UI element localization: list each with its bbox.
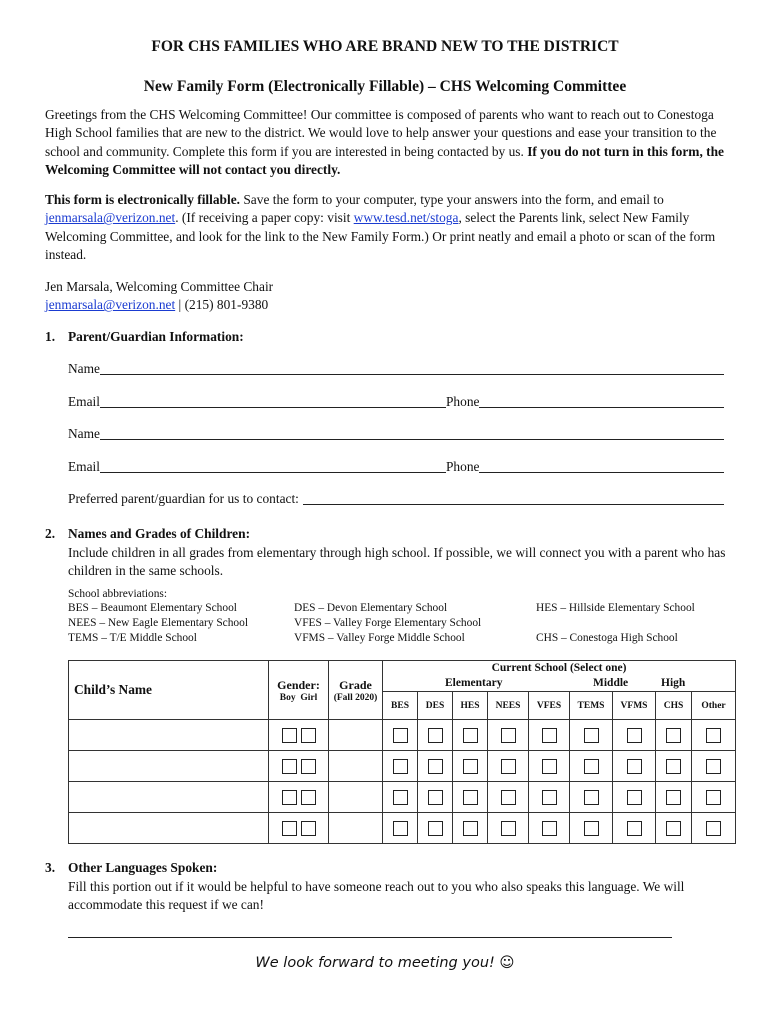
gender-label: Gender:	[277, 677, 320, 692]
gender-cell	[269, 751, 329, 782]
hes-checkbox[interactable]	[463, 821, 478, 836]
section-2-heading	[45, 526, 250, 542]
vfms-checkbox[interactable]	[627, 790, 642, 805]
intro-paragraph	[45, 106, 735, 179]
closing-message: We look forward to meeting you! ☺	[255, 955, 515, 971]
tems-checkbox[interactable]	[584, 728, 599, 743]
vfms-checkbox[interactable]	[627, 728, 642, 743]
section-3-description: Fill this portion out if it would be helpful to have someone reach out to you who also speaks this language. We will accommodate this request if we can!	[68, 879, 685, 913]
gender-header	[269, 661, 329, 720]
child-name-field[interactable]	[69, 720, 269, 751]
school-vfes-header: VFES	[529, 692, 570, 720]
vfms-checkbox[interactable]	[627, 759, 642, 774]
boy-label: Boy	[279, 692, 296, 703]
chs-checkbox[interactable]	[666, 790, 681, 805]
parent2-name-row	[68, 424, 724, 442]
instructions-paragraph	[45, 191, 735, 264]
hes-checkbox[interactable]	[463, 790, 478, 805]
chs-checkbox[interactable]	[666, 728, 681, 743]
section-2-description: Include children in all grades from elementary through high school. If possible, we will connect you with a parent who has children in the same schools.	[68, 545, 726, 579]
des-checkbox[interactable]	[428, 821, 443, 836]
child-name-field[interactable]	[69, 782, 269, 813]
other-checkbox[interactable]	[706, 821, 721, 836]
gender-cell	[269, 720, 329, 751]
parent1-name-field[interactable]	[100, 361, 724, 375]
girl-checkbox[interactable]	[301, 759, 316, 774]
instructions-text-3: , select the Parents link, select New Family Welcoming Committee, and look for the link to the New Family Form.) Or print neatly and email a photo or scan of the form instead.	[45, 210, 716, 262]
school-other-header: Other	[692, 692, 736, 720]
parent1-contact-row	[68, 392, 724, 410]
preferred-label: Preferred parent/guardian for us to contact:	[68, 491, 299, 506]
grade-label: Grade	[339, 677, 372, 692]
school-tems-header: TEMS	[570, 692, 613, 720]
section-title: Names and Grades of Children:	[68, 526, 251, 541]
vfes-checkbox[interactable]	[542, 790, 557, 805]
email-label: Email	[68, 394, 100, 409]
bes-checkbox[interactable]	[393, 728, 408, 743]
parent2-email-field[interactable]	[100, 459, 446, 473]
parent1-name-row	[68, 359, 724, 377]
intro-warning: If you do not turn in this form, the Welcoming Committee will not contact you directly.	[45, 143, 724, 177]
section-title: Other Languages Spoken:	[68, 860, 218, 875]
hes-checkbox[interactable]	[463, 728, 478, 743]
boy-checkbox[interactable]	[282, 821, 297, 836]
parent2-name-field[interactable]	[100, 426, 724, 440]
instructions-text: Save the form to your computer, type your answers into the form, and email to	[240, 192, 664, 207]
girl-label: Girl	[300, 692, 318, 703]
vfes-checkbox[interactable]	[542, 821, 557, 836]
nees-checkbox[interactable]	[501, 759, 516, 774]
tems-checkbox[interactable]	[584, 759, 599, 774]
nees-checkbox[interactable]	[501, 728, 516, 743]
preferred-contact-field[interactable]	[303, 491, 724, 505]
email-link[interactable]: jenmarsala@verizon.net	[45, 210, 176, 226]
high-label: High	[661, 677, 686, 689]
children-table	[68, 660, 736, 844]
child-name-header: Child’s Name	[69, 661, 269, 720]
chair-email-link[interactable]: jenmarsala@verizon.net	[45, 297, 176, 313]
chair-contact	[45, 278, 735, 315]
nees-checkbox[interactable]	[501, 790, 516, 805]
child-row	[69, 782, 736, 813]
child-row	[69, 813, 736, 844]
phone-label: Phone	[445, 459, 480, 474]
child-row	[69, 751, 736, 782]
chair-phone: | (215) 801-9380	[175, 297, 269, 313]
language-field[interactable]	[68, 937, 672, 938]
grade-header	[329, 661, 383, 720]
abbr-vfms: VFMS – Valley Forge Middle School	[294, 632, 465, 644]
grade-field[interactable]	[329, 782, 383, 813]
vfms-checkbox[interactable]	[627, 821, 642, 836]
grade-field[interactable]	[329, 751, 383, 782]
grade-sublabel: (Fall 2020)	[333, 692, 378, 703]
school-hes-header: HES	[453, 692, 488, 720]
school-des-header: DES	[418, 692, 453, 720]
abbr-title: School abbreviations:	[68, 588, 168, 600]
section-number: 1.	[45, 329, 56, 344]
chs-checkbox[interactable]	[666, 759, 681, 774]
tems-checkbox[interactable]	[584, 790, 599, 805]
abbr-nees: NEES – New Eagle Elementary School	[68, 617, 248, 629]
parent2-contact-row	[68, 457, 724, 475]
section-3-heading	[45, 860, 217, 876]
form-title: FOR CHS FAMILIES WHO ARE BRAND NEW TO THE DISTRICT	[151, 38, 619, 55]
preferred-contact-row	[68, 489, 724, 507]
section-title: Parent/Guardian Information:	[68, 329, 244, 344]
name-label: Name	[68, 426, 100, 441]
boy-checkbox[interactable]	[282, 790, 297, 805]
parent1-phone-field[interactable]	[479, 394, 724, 408]
elementary-label: Elementary	[445, 677, 503, 689]
tems-checkbox[interactable]	[584, 821, 599, 836]
middle-label: Middle	[593, 677, 629, 689]
gender-cell	[269, 813, 329, 844]
school-vfms-header: VFMS	[613, 692, 656, 720]
hes-checkbox[interactable]	[463, 759, 478, 774]
nees-checkbox[interactable]	[501, 821, 516, 836]
abbr-vfes: VFES – Valley Forge Elementary School	[294, 617, 482, 629]
girl-checkbox[interactable]	[301, 821, 316, 836]
other-checkbox[interactable]	[706, 728, 721, 743]
girl-checkbox[interactable]	[301, 790, 316, 805]
form-subtitle: New Family Form (Electronically Fillable) – CHS Welcoming Committee	[143, 78, 627, 95]
child-row	[69, 720, 736, 751]
other-checkbox[interactable]	[706, 759, 721, 774]
abbr-col-3	[536, 601, 695, 646]
vfes-checkbox[interactable]	[542, 759, 557, 774]
bes-checkbox[interactable]	[393, 759, 408, 774]
bes-checkbox[interactable]	[393, 790, 408, 805]
child-name-field[interactable]	[69, 813, 269, 844]
des-checkbox[interactable]	[428, 759, 443, 774]
intro-text: Greetings from the CHS Welcoming Committee! Our committee is composed of parents who want to reach out to Conestoga High School families that are new to the district. We would love to help answer your questions and ease your transition to the school and community. Complete this form if you are interested in being contacted by us.	[45, 107, 717, 159]
bes-checkbox[interactable]	[393, 821, 408, 836]
school-nees-header: NEES	[488, 692, 529, 720]
abbr-col-1	[68, 601, 248, 646]
other-checkbox[interactable]	[706, 790, 721, 805]
abbr-des: DES – Devon Elementary School	[294, 602, 448, 614]
current-school-header	[383, 661, 736, 692]
boy-checkbox[interactable]	[282, 759, 297, 774]
fillable-note: This form is electronically fillable.	[45, 192, 241, 207]
email-label: Email	[68, 459, 100, 474]
school-bes-header: BES	[383, 692, 418, 720]
abbr-chs: CHS – Conestoga High School	[536, 632, 678, 644]
school-chs-header: CHS	[656, 692, 692, 720]
name-label: Name	[68, 361, 100, 376]
gender-cell	[269, 782, 329, 813]
grade-field[interactable]	[329, 813, 383, 844]
abbr-col-2	[294, 601, 481, 646]
current-school-label: Current School (Select one)	[491, 662, 627, 674]
parent1-email-field[interactable]	[100, 394, 446, 408]
girl-checkbox[interactable]	[301, 728, 316, 743]
abbr-tems: TEMS – T/E Middle School	[68, 632, 197, 644]
instructions-text-2: . (If receiving a paper copy: visit	[175, 210, 354, 226]
chair-name: Jen Marsala, Welcoming Committee Chair	[45, 279, 274, 294]
des-checkbox[interactable]	[428, 728, 443, 743]
website-link[interactable]: www.tesd.net/stoga	[353, 210, 459, 226]
abbr-bes: BES – Beaumont Elementary School	[68, 602, 237, 614]
des-checkbox[interactable]	[428, 790, 443, 805]
section-number: 3.	[45, 860, 56, 875]
phone-label: Phone	[445, 394, 480, 409]
chs-checkbox[interactable]	[666, 821, 681, 836]
parent2-phone-field[interactable]	[479, 459, 724, 473]
section-number: 2.	[45, 526, 56, 541]
vfes-checkbox[interactable]	[542, 728, 557, 743]
child-name-field[interactable]	[69, 751, 269, 782]
grade-field[interactable]	[329, 720, 383, 751]
boy-checkbox[interactable]	[282, 728, 297, 743]
abbr-hes: HES – Hillside Elementary School	[536, 602, 695, 614]
section-1-heading	[45, 329, 244, 345]
